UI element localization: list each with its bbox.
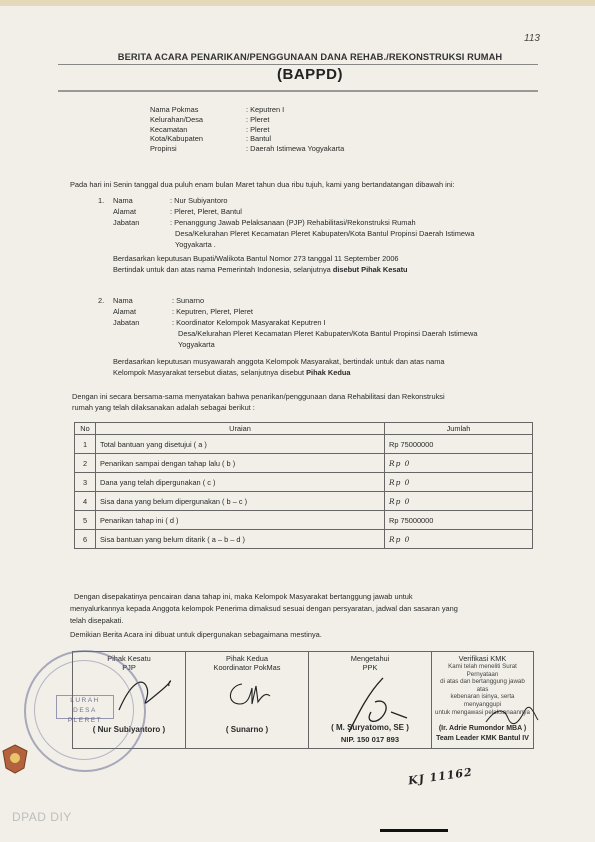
- party2-alamat-label: Alamat: [113, 307, 137, 316]
- party2-jabatan-label: Jabatan: [113, 318, 140, 327]
- info-row: [150, 105, 344, 115]
- cell-no: 4: [75, 492, 96, 511]
- title-rule-bottom: [58, 90, 538, 92]
- village-stamp-label: LURAH DESA PLERET: [56, 695, 114, 719]
- info-value: : Bantul: [246, 134, 272, 144]
- info-value: : Pleret: [246, 124, 270, 134]
- closing-line4: Demikian Berita Acara ini dibuat untuk dipergunakan sebagaimana mestinya.: [70, 630, 322, 639]
- signature-pihak-kesatu: Pihak Kesatu PJP ( Nur Subiyantoro ): [73, 652, 186, 749]
- watermark: DPAD DIY: [12, 810, 72, 824]
- party2-basis: Berdasarkan keputusan musyawarah anggota Kelompok Masyarakat, bertindak untuk dan atas nama: [113, 357, 445, 366]
- cell-no: 5: [75, 511, 96, 530]
- opening-statement: Pada hari ini Senin tanggal dua puluh enam bulan Maret tahun dua ribu tujuh, kami yang bertandatangan dibawah ini:: [70, 180, 455, 189]
- agreement-statement-line2: rumah yang telah dilaksanakan adalah sebagai berikut :: [72, 403, 255, 412]
- party1-nama: : Nur Subiyantoro: [170, 196, 228, 205]
- cell-uraian: Sisa bantuan yang belum ditarik ( a – b – d ): [96, 530, 385, 549]
- party1-alamat: : Pleret, Pleret, Bantul: [170, 207, 242, 216]
- closing-line2: menyalurkannya kepada Anggota kelompok Penerima dimaksud sesuai dengan persyaratan, jadwal dan sasaran yang: [70, 604, 458, 613]
- cell-jumlah: Rp 0: [385, 530, 533, 549]
- cell-uraian: Sisa dana yang belum dipergunakan ( b – c ): [96, 492, 385, 511]
- party2-nama: : Sunarno: [172, 296, 205, 305]
- party1-number: 1.: [98, 196, 105, 205]
- cell-uraian: Penarikan sampai dengan tahap lalu ( b ): [96, 454, 385, 473]
- cell-uraian: Penarikan tahap ini ( d ): [96, 511, 385, 530]
- party2-jabatan-line2: Desa/Kelurahan Pleret Kecamatan Pleret Kabupaten/Kota Bantul Propinsi Daerah Istimewa: [178, 329, 478, 338]
- col-header-uraian: Uraian: [96, 423, 385, 435]
- cell-jumlah: Rp 0: [385, 473, 533, 492]
- party1-jabatan-line3: Yogyakarta .: [175, 240, 216, 249]
- table-row: [75, 473, 533, 492]
- col-header-no: No: [75, 423, 96, 435]
- table-header-row: [75, 423, 533, 435]
- info-row: [150, 134, 344, 144]
- info-row: [150, 144, 344, 154]
- info-row: [150, 125, 344, 135]
- emblem-icon: [2, 744, 28, 774]
- info-label: Nama Pokmas: [150, 105, 199, 114]
- table-row: [75, 435, 533, 454]
- party2-jabatan: : Koordinator Kelompok Masyarakat Keputren I: [172, 318, 326, 327]
- info-row: [150, 115, 344, 125]
- page-number: 113: [524, 33, 540, 44]
- table-row: [75, 530, 533, 549]
- table-row: [75, 454, 533, 473]
- table-row: [75, 492, 533, 511]
- signature-verifikasi-kmk: Verifikasi KMK Kami telah meneliti Surat Pernyataan di atas dan bertanggung jawab atas kebenaran isinya, serta menyanggupi untuk mengawasi pelaksanaannya (Ir. Adrie Rumondor MBA ) Team Leader KMK Bantul IV: [432, 652, 534, 749]
- party1-basis: Berdasarkan keputusan Bupati/Walikota Bantul Nomor 273 tanggal 11 September 2006: [113, 254, 399, 263]
- cell-uraian: Total bantuan yang disetujui ( a ): [96, 435, 385, 454]
- cell-jumlah: Rp 75000000: [385, 435, 533, 454]
- closing-line3: telah disepakati.: [70, 616, 124, 625]
- document-subtitle: (BAPPD): [277, 66, 343, 83]
- top-edge: [0, 0, 595, 6]
- info-label: Kota/Kabupaten: [150, 134, 204, 144]
- fund-table: [74, 422, 533, 549]
- bottom-mark: [380, 829, 448, 832]
- info-label: Propinsi: [150, 144, 177, 154]
- signature-ppk: Mengetahui PPK ( M. Suryatomo, SE ) NIP. 150 017 893: [309, 652, 432, 749]
- info-value: : Daerah Istimewa Yogyakarta: [246, 144, 345, 154]
- party1-jabatan-line2: Desa/Kelurahan Pleret Kecamatan Pleret Kabupaten/Kota Bantul Propinsi Daerah Istimewa: [175, 229, 475, 238]
- cell-jumlah: Rp 75000000: [385, 511, 533, 530]
- party1-jabatan: : Penanggung Jawab Pelaksanaan (PJP) Rehabilitasi/Rekonstruksi Rumah: [170, 218, 416, 227]
- cell-jumlah: Rp 0: [385, 454, 533, 473]
- pokmas-info: [150, 105, 344, 154]
- info-value: : Pleret: [246, 114, 270, 124]
- cell-no: 1: [75, 435, 96, 454]
- info-label: Kecamatan: [150, 124, 188, 134]
- party1-alamat-label: Alamat: [113, 207, 137, 216]
- col-header-jumlah: Jumlah: [385, 423, 533, 435]
- agreement-statement: Dengan ini secara bersama-sama menyatakan bahwa penarikan/penggunaan dana Rehabilitasi dan Rekonstruksi: [72, 392, 445, 401]
- signature-scribble-2: [222, 678, 274, 710]
- closing-line1: Dengan disepakatinya pencairan dana tahap ini, maka Kelompok Masyarakat bertanggung jawab untuk: [74, 592, 413, 601]
- info-value: : Keputren I: [246, 105, 285, 114]
- party1-jabatan-label: Jabatan: [113, 218, 140, 227]
- party2-alamat: : Keputren, Pleret, Pleret: [172, 307, 253, 316]
- document-title: BERITA ACARA PENARIKAN/PENGGUNAAN DANA REHAB./REKONSTRUKSI RUMAH: [117, 52, 503, 62]
- info-label: Kelurahan/Desa: [150, 114, 204, 124]
- title-rule-top: [58, 64, 538, 65]
- party2-nama-label: Nama: [113, 296, 133, 305]
- cell-jumlah: Rp 0: [385, 492, 533, 511]
- signature-pihak-kedua: Pihak Kedua Koordinator PokMas ( Sunarno ): [186, 652, 309, 749]
- party1-nama-label: Nama: [113, 196, 133, 205]
- party1-role: Bertindak untuk dan atas nama Pemerintah Indonesia, selanjutnya disebut Pihak Kesatu: [113, 265, 408, 274]
- party2-number: 2.: [98, 296, 105, 305]
- cell-no: 6: [75, 530, 96, 549]
- party2-role: Kelompok Masyarakat tersebut diatas, selanjutnya disebut Pihak Kedua: [113, 368, 351, 377]
- cell-no: 3: [75, 473, 96, 492]
- table-row: [75, 511, 533, 530]
- cell-no: 2: [75, 454, 96, 473]
- handwritten-note: KJ 11162: [407, 765, 474, 788]
- cell-uraian: Dana yang telah dipergunakan ( c ): [96, 473, 385, 492]
- party2-jabatan-line3: Yogyakarta: [178, 340, 215, 349]
